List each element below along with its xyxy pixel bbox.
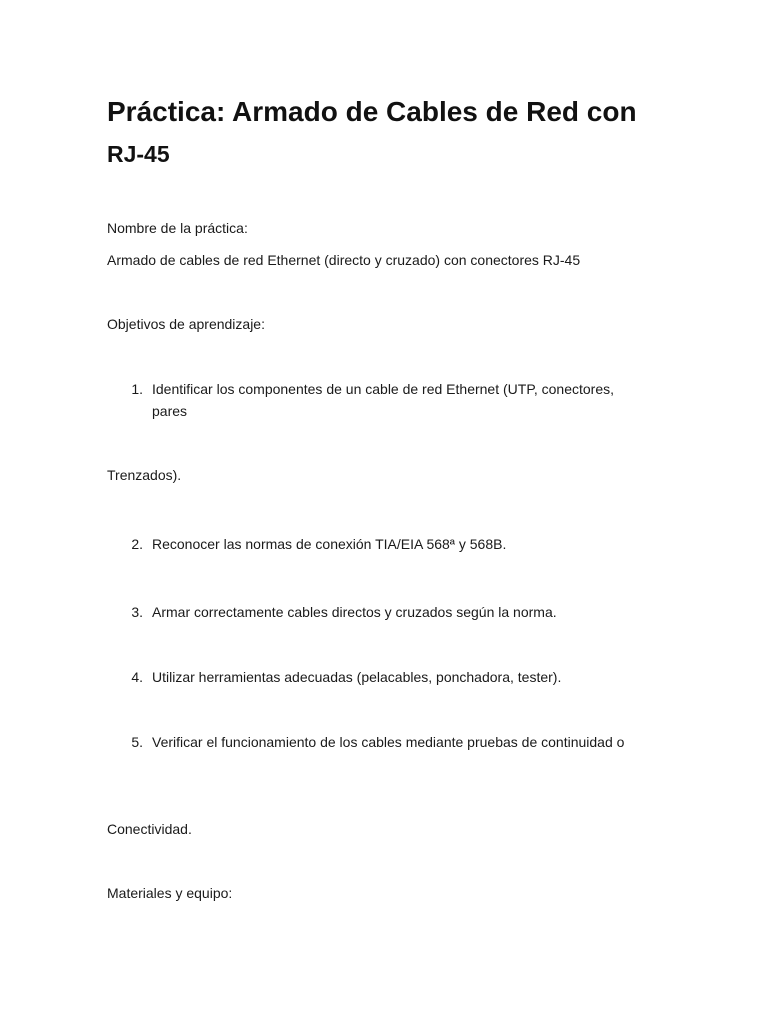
objective-text-wrap [152,378,652,422]
objective-number: 2. [131,536,143,552]
objective-1-tail: Trenzados). [107,467,182,483]
objective-text-continuation: pares [152,403,188,419]
objective-text: Armar correctamente cables directos y cruzados según la norma. [152,604,557,620]
title-line-2: RJ-45 [107,141,170,167]
practice-name-value: Armado de cables de red Ethernet (directo y cruzado) con conectores RJ-45 [107,252,581,268]
title-line-1: Práctica: Armado de Cables de Red con [107,96,637,127]
materials-heading: Materiales y equipo: [107,885,233,901]
objective-number: 4. [131,669,143,685]
objective-text: Utilizar herramientas adecuadas (pelacables, ponchadora, tester). [152,669,562,685]
objective-text: Reconocer las normas de conexión TIA/EIA 568ª y 568B. [152,536,507,552]
objective-number: 1. [131,381,143,397]
objective-text: Identificar los componentes de un cable de red Ethernet (UTP, conectores, [152,381,615,397]
objective-5-tail: Conectividad. [107,821,192,837]
document-title [107,90,687,176]
objective-number: 3. [131,604,143,620]
objective-number: 5. [131,734,143,750]
practice-name-label: Nombre de la práctica: [107,220,248,236]
objectives-heading: Objetivos de aprendizaje: [107,316,265,332]
objective-text: Verificar el funcionamiento de los cables mediante pruebas de continuidad o [152,734,625,750]
